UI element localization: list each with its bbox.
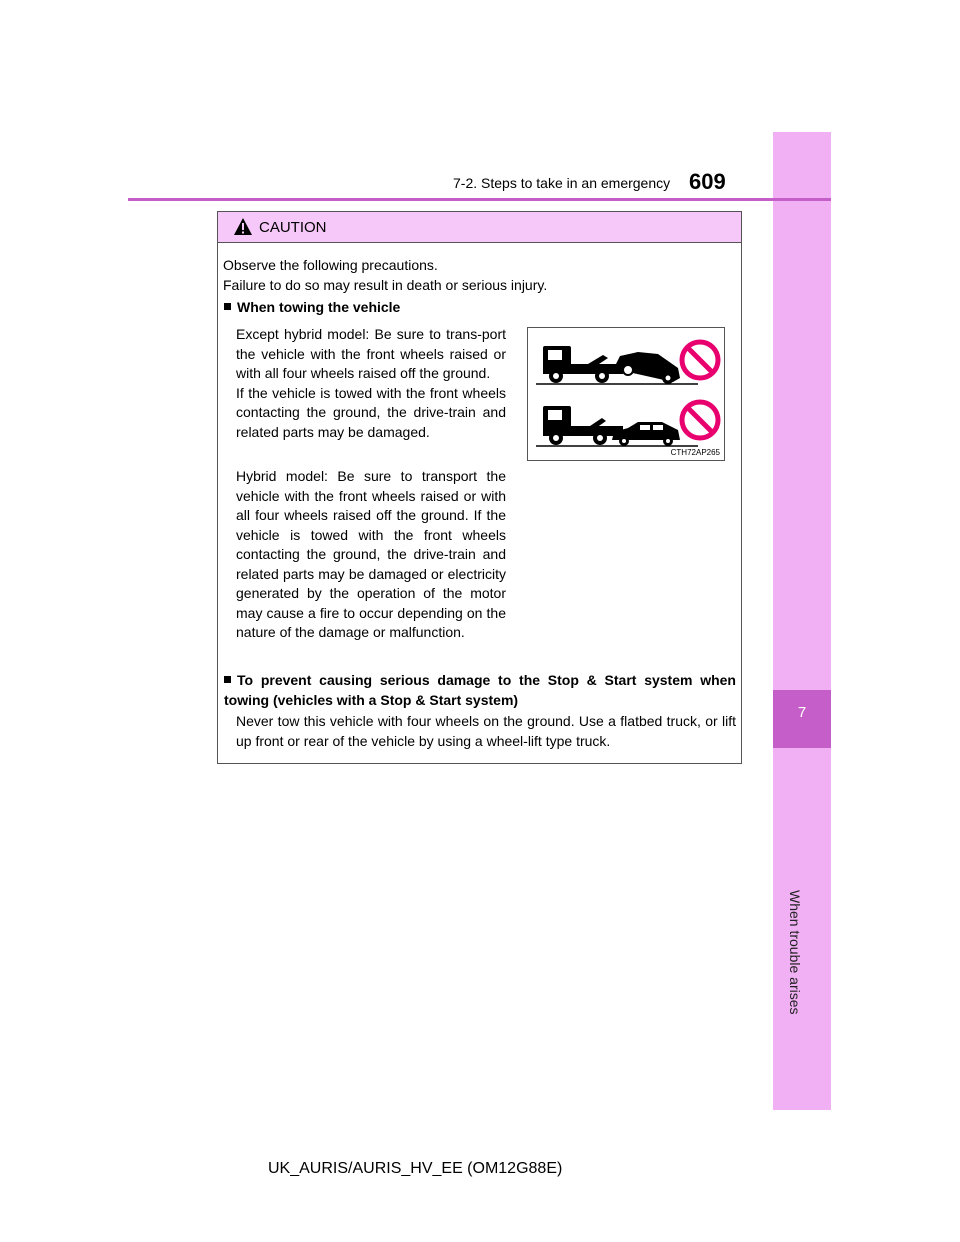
caution-title: CAUTION — [259, 219, 327, 236]
chapter-label: When trouble arises — [787, 890, 803, 1015]
except-hybrid-text-2: If the vehicle is towed with the front wheels contacting the ground, the drive-train and related parts may be damaged. — [236, 384, 506, 440]
warning-triangle-icon — [233, 217, 253, 236]
caution-box — [217, 211, 742, 764]
prohibited-icon-bottom — [682, 402, 718, 438]
figure-code: CTH72AP265 — [670, 448, 720, 457]
chapter-side-tab — [773, 132, 831, 1110]
header-divider — [128, 198, 831, 201]
except-hybrid-paragraph — [236, 325, 506, 442]
tow-truck-top-icon — [536, 346, 698, 384]
stop-start-paragraph: Never tow this vehicle with four wheels on the ground. Use a flatbed truck, or lift up front or rear of the vehicle by using a wheel-lift type truck. — [236, 713, 736, 749]
prohibited-icon-top — [682, 342, 718, 378]
towing-illustration — [527, 327, 725, 461]
caution-header — [218, 212, 741, 243]
stop-start-heading-text: To prevent causing serious damage to the Stop & Start system when towing (vehicles with a Stop & Start system) — [224, 672, 736, 708]
towing-heading-text: When towing the vehicle — [237, 299, 401, 315]
intro-line-1: Observe the following precautions. — [223, 257, 438, 273]
chapter-number: 7 — [797, 704, 807, 721]
towing-heading — [224, 297, 400, 317]
bullet-square-icon — [224, 676, 231, 683]
intro-line-2: Failure to do so may result in death or serious injury. — [223, 277, 548, 293]
bullet-square-icon — [224, 303, 231, 310]
section-title: 7-2. Steps to take in an emergency — [453, 175, 671, 191]
tow-truck-bottom-icon — [536, 406, 698, 446]
hybrid-paragraph: Hybrid model: Be sure to transport the vehicle with the front wheels raised or with all four wheels raised off the ground. If the vehicle is towed with the front wheels contacting the ground, the drive-train and related parts may be damaged or electricity generated by the operation of the motor may cause a fire to occur depending on the nature of the damage or malfunction. — [236, 468, 506, 640]
footer-model-code: UK_AURIS/AURIS_HV_EE (OM12G88E) — [268, 1160, 563, 1177]
except-hybrid-text: Except hybrid model: Be sure to trans-port the vehicle with the front wheels raised or with all four wheels raised off the ground. — [236, 326, 506, 381]
stop-start-heading — [224, 670, 736, 710]
page-number: 609 — [689, 169, 726, 194]
tow-truck-prohibited-illustration — [528, 328, 724, 460]
caution-intro — [223, 255, 547, 295]
